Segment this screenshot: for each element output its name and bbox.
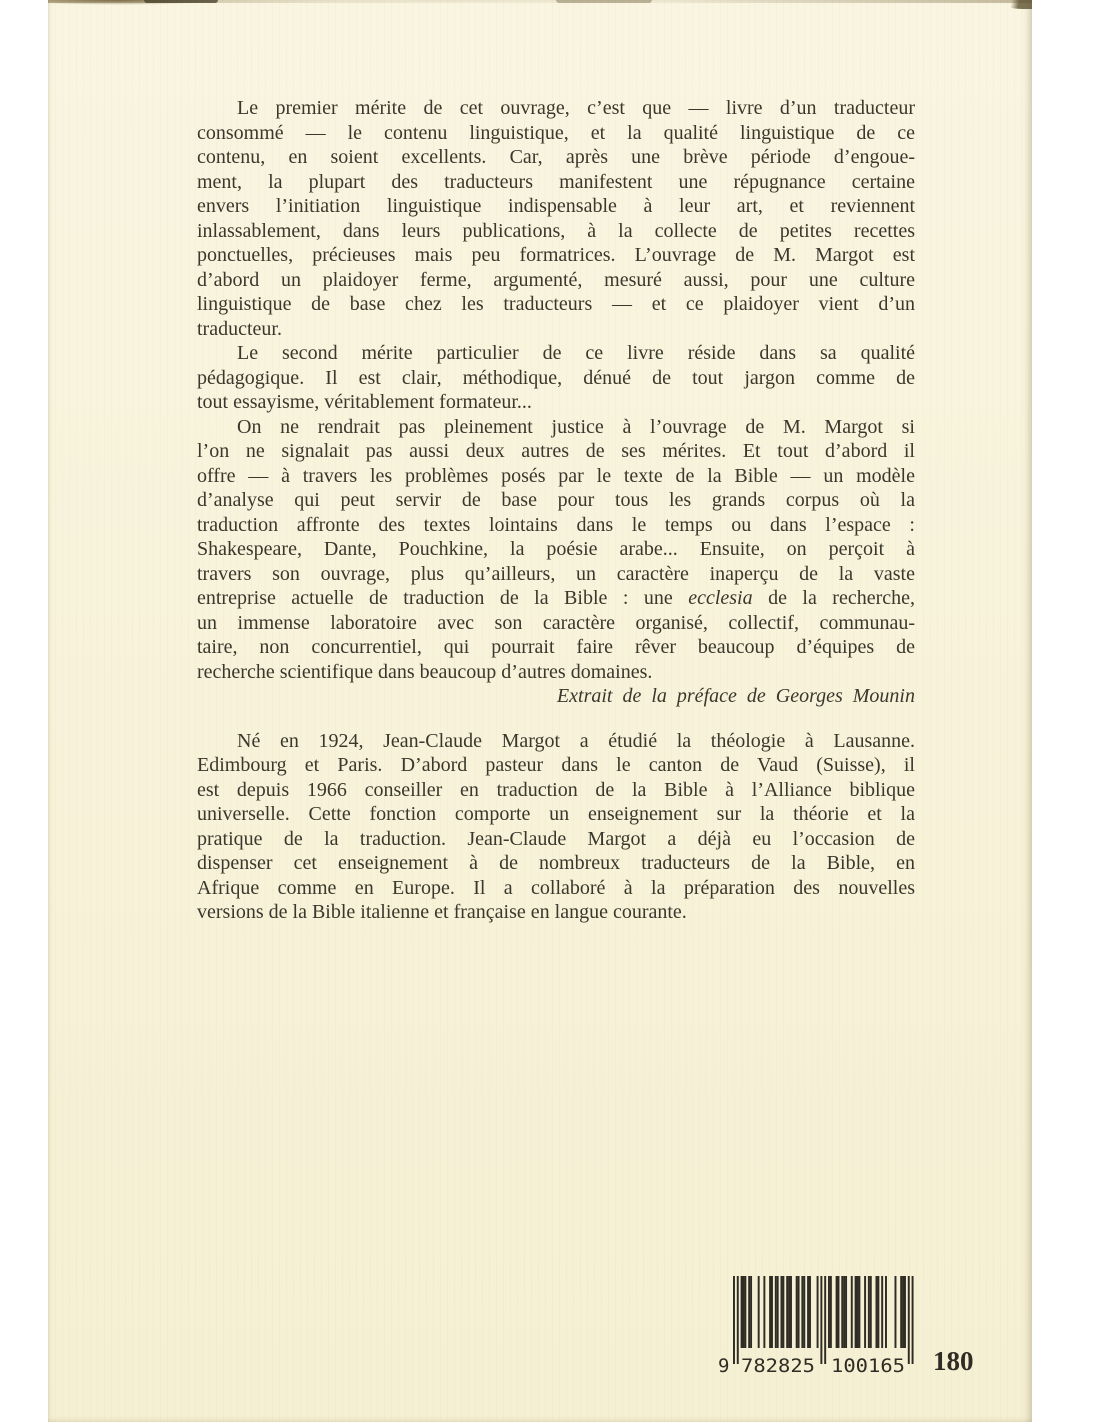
text-line: Edimbourg et Paris. D’abord pasteur dans le canton de Vaud (Suisse), il	[197, 754, 915, 776]
price-code: 180	[933, 1346, 974, 1376]
text-line: Shakespeare, Dante, Pouchkine, la poésie arabe... Ensuite, on perçoit à	[197, 538, 915, 560]
barcode-digits-right: 100165	[831, 1355, 905, 1376]
preface-credit: Extrait de la préface de Georges Mounin	[556, 685, 915, 707]
barcode-block	[715, 1276, 974, 1376]
text-line: ment, la plupart des traducteurs manifestent une répugnance certaine	[197, 170, 915, 193]
review-paragraph-1	[197, 96, 915, 341]
text-line: un immense laboratoire avec son caractère organisé, collectif, communau-	[197, 611, 915, 634]
text-line: Afrique comme en Europe. Il a collaboré à la préparation des nouvelles	[197, 876, 915, 899]
barcode-digits-left: 782825	[741, 1355, 815, 1376]
ean13-barcode-icon	[715, 1276, 919, 1376]
text-line: pratique de la traduction. Jean-Claude Margot a déjà eu l’occasion de	[197, 827, 915, 850]
torn-edge-mark	[48, 0, 220, 5]
text-line: traduction affronte des textes lointains dans le temps ou dans l’espace :	[197, 513, 915, 536]
text-line: tout essayisme, véritablement formateur...	[197, 391, 532, 413]
text-line: Le second mérite particulier de ce livre réside dans sa qualité	[237, 342, 915, 364]
text-line: contenu, en soient excellents. Car, après une brève période d’engoue-	[197, 146, 915, 168]
torn-edge-mark	[1002, 0, 1032, 9]
text-line: l’on ne signalait pas aussi deux autres de ses mérites. Et tout d’abord il	[197, 440, 915, 462]
author-bio-paragraph	[197, 729, 915, 925]
text-line: traducteur.	[197, 317, 282, 340]
text-line: d’analyse qui peut servir de base pour tous les grands corpus où la	[197, 489, 915, 511]
text-line: offre — à travers les problèmes posés par le texte de la Bible — un modèle	[197, 464, 915, 487]
text-line: travers son ouvrage, plus qu’ailleurs, un caractère inaperçu de la vaste	[197, 562, 915, 585]
review-paragraph-2	[197, 341, 915, 415]
text-line: est depuis 1966 conseiller en traduction de la Bible à l’Alliance biblique	[197, 778, 915, 801]
review-paragraph-3	[197, 415, 915, 685]
text-line: ponctuelles, précieuses mais peu formatrices. L’ouvrage de M. Margot est	[197, 244, 915, 266]
text-line: d’abord un plaidoyer ferme, argumenté, mesuré aussi, pour une culture	[197, 268, 915, 291]
text-line: recherche scientifique dans beaucoup d’autres domaines.	[197, 660, 653, 683]
text-line: universelle. Cette fonction comporte un enseignement sur la théorie et la	[197, 803, 915, 825]
text-line: inlassablement, dans leurs publications, à la collecte de petites recettes	[197, 219, 915, 242]
text-line: envers l’initiation linguistique indispensable à leur art, et reviennent	[197, 195, 915, 217]
text-line: Né en 1924, Jean-Claude Margot a étudié la théologie à Lausanne.	[237, 729, 915, 752]
text-line: entreprise actuelle de traduction de la Bible : une ecclesia de la recherche,	[197, 587, 916, 609]
torn-edge-mark	[144, 0, 218, 3]
text-line: pédagogique. Il est clair, méthodique, dénué de tout jargon comme de	[197, 366, 915, 389]
text-line: On ne rendrait pas pleinement justice à l’ouvrage de M. Margot si	[237, 415, 915, 438]
text-line: Le premier mérite de cet ouvrage, c’est que — livre d’un traducteur	[237, 97, 915, 119]
barcode-digit-first: 9	[718, 1355, 730, 1376]
text-line: dispenser cet enseignement à de nombreux traducteurs de la Bible, en	[197, 852, 915, 874]
review-text-block	[197, 96, 915, 925]
text-line: versions de la Bible italienne et française en langue courante.	[197, 901, 687, 923]
text-line: linguistique de base chez les traducteurs — et ce plaidoyer vient d’un	[197, 293, 915, 315]
text-line: taire, non concurrentiel, qui pourrait faire rêver beaucoup d’équipes de	[197, 636, 915, 658]
text-line: consommé — le contenu linguistique, et la qualité linguistique de ce	[197, 121, 915, 144]
torn-edge-mark	[556, 0, 652, 3]
book-back-cover	[48, 0, 1032, 1422]
